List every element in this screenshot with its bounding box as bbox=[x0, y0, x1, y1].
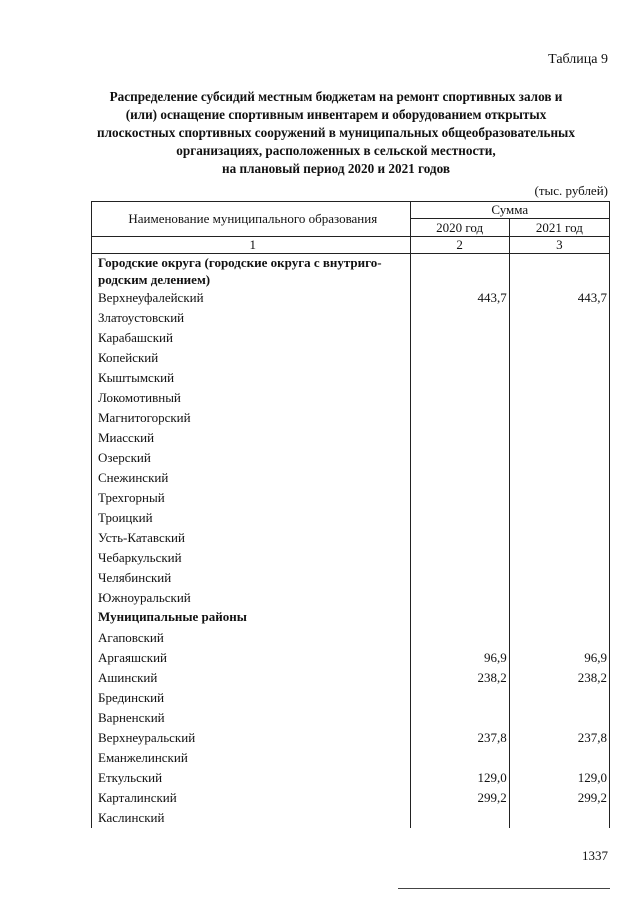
municipality-name: Агаповский bbox=[92, 628, 411, 648]
municipality-name: Верхнеуральский bbox=[92, 728, 411, 748]
value-2021 bbox=[509, 468, 609, 488]
table-row bbox=[92, 688, 610, 708]
table-row bbox=[92, 348, 610, 368]
municipality-name: Карабашский bbox=[92, 328, 411, 348]
value-2021 bbox=[509, 628, 609, 648]
value-2020 bbox=[410, 628, 509, 648]
value-2020 bbox=[410, 308, 509, 328]
value-2020 bbox=[410, 488, 509, 508]
header-name: Наименование муниципального образования bbox=[92, 202, 411, 237]
value-2021: 96,9 bbox=[509, 648, 609, 668]
value-2020: 96,9 bbox=[410, 648, 509, 668]
value-2020 bbox=[410, 808, 509, 828]
value-2021 bbox=[509, 328, 609, 348]
table-row bbox=[92, 448, 610, 468]
table-row bbox=[92, 708, 610, 728]
value-2021 bbox=[509, 368, 609, 388]
value-2020 bbox=[410, 348, 509, 368]
value-2021 bbox=[509, 408, 609, 428]
value-2020 bbox=[410, 368, 509, 388]
title-line: на плановый период 2020 и 2021 годов bbox=[222, 161, 450, 176]
table-row bbox=[92, 408, 610, 428]
value-2020 bbox=[410, 708, 509, 728]
municipality-name: Чебаркульский bbox=[92, 548, 411, 568]
section-row bbox=[92, 608, 610, 628]
title-line: организациях, расположенных в сельской местности, bbox=[176, 143, 496, 158]
value-2021 bbox=[509, 508, 609, 528]
value-2020: 299,2 bbox=[410, 788, 509, 808]
value-2020: 238,2 bbox=[410, 668, 509, 688]
municipality-name: Еткульский bbox=[92, 768, 411, 788]
value-2021: 299,2 bbox=[509, 788, 609, 808]
value-2020: 237,8 bbox=[410, 728, 509, 748]
value-2021 bbox=[509, 588, 609, 608]
value-2021: 238,2 bbox=[509, 668, 609, 688]
value-2020 bbox=[410, 548, 509, 568]
municipality-name: Верхнеуфалейский bbox=[92, 288, 411, 308]
municipality-name: Снежинский bbox=[92, 468, 411, 488]
table-row bbox=[92, 568, 610, 588]
table-row bbox=[92, 528, 610, 548]
table-row bbox=[92, 668, 610, 688]
municipality-name: Челябинский bbox=[92, 568, 411, 588]
value-2020 bbox=[410, 408, 509, 428]
table-row bbox=[92, 768, 610, 788]
table-row bbox=[92, 468, 610, 488]
value-2021 bbox=[509, 528, 609, 548]
table-row bbox=[92, 288, 610, 308]
value-2020 bbox=[410, 588, 509, 608]
value-2021 bbox=[509, 308, 609, 328]
value-2020 bbox=[410, 568, 509, 588]
value-2020 bbox=[410, 328, 509, 348]
municipality-name: Усть-Катавский bbox=[92, 528, 411, 548]
section-cell-2020 bbox=[410, 608, 509, 628]
value-2021: 443,7 bbox=[509, 288, 609, 308]
municipality-name: Златоустовский bbox=[92, 308, 411, 328]
table-row bbox=[92, 588, 610, 608]
table-row bbox=[92, 628, 610, 648]
value-2021 bbox=[509, 448, 609, 468]
value-2020 bbox=[410, 688, 509, 708]
page-number: 1337 bbox=[582, 848, 608, 863]
table-row bbox=[92, 428, 610, 448]
value-2021 bbox=[509, 688, 609, 708]
value-2020 bbox=[410, 468, 509, 488]
municipality-name: Южноуральский bbox=[92, 588, 411, 608]
section-cell-2021 bbox=[509, 254, 609, 289]
title-line: Распределение субсидий местным бюджетам на ремонт спортивных залов и bbox=[109, 89, 563, 104]
title-line: (или) оснащение спортивным инвентарем и оборудованием открытых bbox=[125, 107, 547, 122]
value-2020 bbox=[410, 428, 509, 448]
value-2020: 443,7 bbox=[410, 288, 509, 308]
section-title-line: Муниципальные районы bbox=[98, 609, 247, 624]
column-number-2: 2 bbox=[410, 237, 509, 254]
municipality-name: Миасский bbox=[92, 428, 411, 448]
document-title bbox=[60, 88, 612, 178]
value-2020 bbox=[410, 528, 509, 548]
table-row bbox=[92, 488, 610, 508]
table-number: Таблица 9 bbox=[548, 52, 608, 67]
municipality-name: Кыштымский bbox=[92, 368, 411, 388]
value-2020 bbox=[410, 508, 509, 528]
value-2021 bbox=[509, 748, 609, 768]
table-row bbox=[92, 748, 610, 768]
bottom-rule bbox=[398, 888, 610, 889]
table-row bbox=[92, 728, 610, 748]
municipality-name: Локомотивный bbox=[92, 388, 411, 408]
section-title-line: родским делением) bbox=[98, 272, 211, 287]
municipality-name: Аргаяшский bbox=[92, 648, 411, 668]
section-title bbox=[92, 608, 411, 628]
header-sum: Сумма bbox=[410, 202, 609, 219]
value-2021: 129,0 bbox=[509, 768, 609, 788]
municipality-name: Карталинский bbox=[92, 788, 411, 808]
subsidy-table bbox=[91, 201, 610, 828]
units-label: (тыс. рублей) bbox=[534, 183, 608, 198]
table-row bbox=[92, 808, 610, 828]
municipality-name: Еманжелинский bbox=[92, 748, 411, 768]
municipality-name: Троицкий bbox=[92, 508, 411, 528]
municipality-name: Магнитогорский bbox=[92, 408, 411, 428]
header-2020: 2020 год bbox=[410, 219, 509, 237]
municipality-name: Озерский bbox=[92, 448, 411, 468]
table-row bbox=[92, 328, 610, 348]
municipality-name: Ашинский bbox=[92, 668, 411, 688]
value-2020 bbox=[410, 388, 509, 408]
value-2021 bbox=[509, 708, 609, 728]
section-row bbox=[92, 254, 610, 289]
value-2021 bbox=[509, 488, 609, 508]
value-2021 bbox=[509, 808, 609, 828]
value-2021: 237,8 bbox=[509, 728, 609, 748]
section-cell-2020 bbox=[410, 254, 509, 289]
section-title-line: Городские округа (городские округа с внутриго- bbox=[98, 255, 382, 270]
table-row bbox=[92, 388, 610, 408]
value-2021 bbox=[509, 548, 609, 568]
table-row bbox=[92, 548, 610, 568]
section-title bbox=[92, 254, 411, 289]
table-row bbox=[92, 508, 610, 528]
municipality-name: Брединский bbox=[92, 688, 411, 708]
municipality-name: Копейский bbox=[92, 348, 411, 368]
title-line: плоскостных спортивных сооружений в муниципальных общеобразовательных bbox=[97, 125, 575, 140]
value-2021 bbox=[509, 348, 609, 368]
value-2020 bbox=[410, 448, 509, 468]
value-2021 bbox=[509, 428, 609, 448]
section-cell-2021 bbox=[509, 608, 609, 628]
table-row bbox=[92, 308, 610, 328]
municipality-name: Каслинский bbox=[92, 808, 411, 828]
value-2021 bbox=[509, 388, 609, 408]
column-number-3: 3 bbox=[509, 237, 609, 254]
table-row bbox=[92, 648, 610, 668]
value-2021 bbox=[509, 568, 609, 588]
municipality-name: Варненский bbox=[92, 708, 411, 728]
table-row bbox=[92, 368, 610, 388]
header-2021: 2021 год bbox=[509, 219, 609, 237]
column-number-1: 1 bbox=[92, 237, 411, 254]
municipality-name: Трехгорный bbox=[92, 488, 411, 508]
value-2020 bbox=[410, 748, 509, 768]
value-2020: 129,0 bbox=[410, 768, 509, 788]
table-row bbox=[92, 788, 610, 808]
